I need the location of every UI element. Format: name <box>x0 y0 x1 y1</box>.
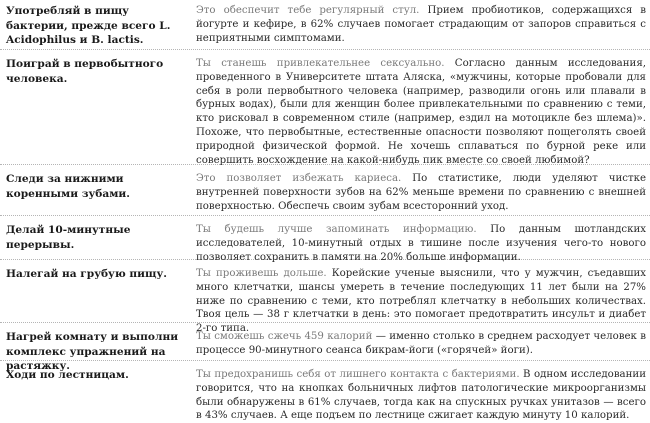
tip-text <box>192 0 650 49</box>
tip-row-fiber <box>0 260 650 335</box>
tip-text <box>192 165 650 215</box>
tip-title: Следи за нижними коренными зубами. <box>6 173 130 200</box>
tip-title: Поиграй в первобытного человека. <box>6 58 164 85</box>
tip-row-stairs <box>0 361 650 421</box>
tip-row-primitive-man <box>0 50 650 165</box>
tip-lead: Ты сможешь сжечь 459 калорий <box>196 331 373 342</box>
tip-row-hot-yoga <box>0 323 650 372</box>
tip-body: По данным шотландских исследователей, 10-минутный отдых в тишине после изучения чего-то нового позволяет сохранить в памяти на 20% больше информации. <box>196 224 646 263</box>
tip-row-molars <box>0 165 650 216</box>
tip-body: Корейские ученые выяснили, что у мужчин, съедавших много клетчатки, шансы умереть в течение последующих 11 лет были на 27% ниже по сравнению с теми, кто потреблял клетчатку в небольших количествах. Твоя цель — 38 г клетчатки в день: это помогает предотвратить инсульт и диабет 2-го типа. <box>196 268 646 335</box>
tip-body: По статистике, люди уделяют чистке внутренней поверхности зубов на 62% меньше времени по сравнению с внешней поверхностью. Обеспечь своим зубам всесторонний уход. <box>196 173 646 212</box>
tip-lead: Ты предохранишь себя от лишнего контакта с бактериями. <box>196 369 520 380</box>
tip-text <box>192 260 650 335</box>
tip-title: Употребляй в пищу бактерии, прежде всего L. Acidophilus и B. lactis. <box>6 5 171 46</box>
tip-lead: Ты будешь лучше запоминать информацию. <box>196 224 477 235</box>
tip-text <box>192 216 650 263</box>
tip-row-probiotics <box>0 0 650 50</box>
tip-title: Ходи по лестницам. <box>6 369 129 381</box>
tip-body: Согласно данным исследования, проведенного в Университете штата Аляска, «мужчины, которые пробовали для себя в роли первобытного человека (например, разводили огонь или плавали в бурных водах), были для женщин более привлекательными по сравнению с теми, кто рисковал в современном стиле (например, ездил на мотоцикле без шлема)». Похоже, что первобытные, естественные опасности позволяют пощеголять своей природной физической формой. Не хочешь сплаваться по бурной реке или совершить восхождение на какой-нибудь пик вместе со своей любимой? <box>196 58 647 166</box>
tip-lead: Ты проживешь дольше. <box>196 268 327 279</box>
tip-lead: Ты станешь привлекательнее сексуально. <box>196 58 445 69</box>
tip-text <box>192 50 650 164</box>
tip-row-breaks <box>0 216 650 263</box>
tip-body: В одном исследовании говорится, что на кнопках больничных лифтов патологические микроорганизмы были обнаружены в 61% случаев, тогда как на спускных ручках унитазов — всего в 43% случаев. А еще подъем по лестнице сжигает каждую минуту 10 калорий. <box>196 369 646 422</box>
tip-lead: Это позволяет избежать кариеса. <box>196 173 402 184</box>
tip-title: Делай 10-минутные перерывы. <box>6 224 131 251</box>
tip-body: Прием пробиотиков, содержащихся в йогурте и кефире, в 62% случаев помогает страдающим от запоров справиться с неприятными симптомами. <box>196 5 646 44</box>
tip-title: Налегай на грубую пищу. <box>6 268 167 280</box>
tip-text <box>192 361 650 421</box>
tip-title: Нагрей комнату и выполни комплекс упражнений на растяжку. <box>6 331 179 372</box>
tip-lead: Это обеспечит тебе регулярный стул. <box>196 5 420 16</box>
tip-text <box>192 323 650 360</box>
tip-body: — именно столько в среднем расходует человек в процессе 90-минутного сеанса бикрам-йоги («горячей» йоги). <box>196 331 646 356</box>
